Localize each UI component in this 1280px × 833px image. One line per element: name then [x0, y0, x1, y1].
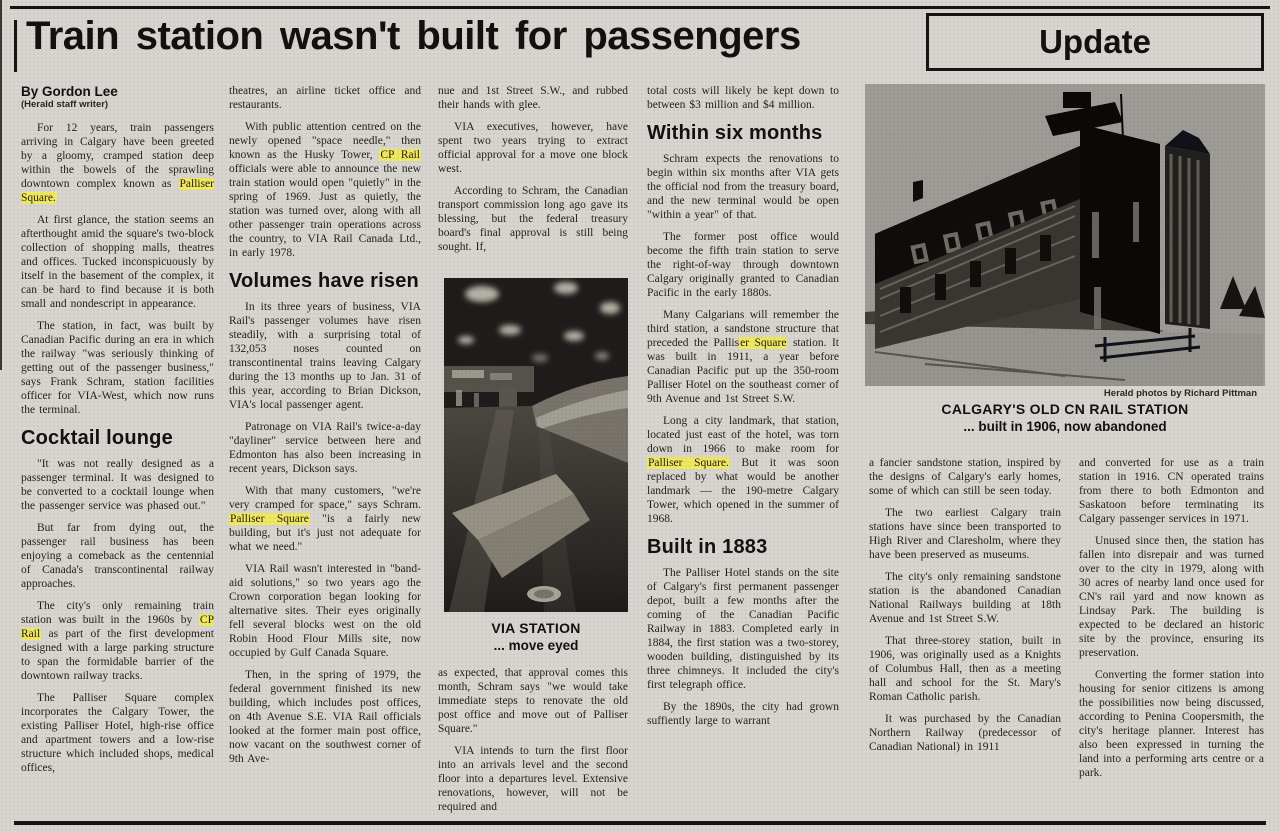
photo-caption-subtitle: ... move eyed	[493, 638, 579, 653]
article-paragraph: With public attention centred on the newly opened "space needle," then known as the Husky Tower, CP Rail officials were able to announce the new train station would open "quietly" in the spring of 1969. Just as quietly, the station was turned over, along with all other passenger train operations across the country, to VIA Rail Canada Ltd., in early 1978.	[229, 121, 421, 259]
article-column-5	[869, 456, 1061, 822]
column-text	[438, 666, 628, 814]
article-paragraph: But far from dying out, the passenger rail business has been enjoying a comeback as the centennial of Canada's transcontinental railway approaches.	[21, 522, 214, 590]
article-paragraph: According to Schram, the Canadian transport commission long ago gave its blessing, but the federal treasury board's final approval is still being sought. If,	[438, 185, 628, 253]
article-column-1	[21, 84, 214, 824]
column-text	[1079, 456, 1264, 780]
article-column-3-bottom	[438, 666, 628, 822]
article-paragraph: Then, in the spring of 1979, the federal government finished its new building, which includes post offices, on 4th Avenue S.E. VIA Rail officials looked at the former main post office, now vacant on the southwest corner of 9th Ave-	[229, 669, 421, 765]
article-paragraph: By the 1890s, the city had grown suffiently large to warrant	[647, 701, 839, 727]
byline: By Gordon Lee	[21, 84, 118, 99]
photo-caption-title: CALGARY'S OLD CN RAIL STATION	[941, 401, 1189, 417]
article-column-6	[1079, 456, 1264, 822]
article-paragraph: total costs will likely be kept down to between $3 million and $4 million.	[647, 85, 839, 111]
article-paragraph: The station, in fact, was built by Canadian Pacific during an era in which the railway "was seriously thinking of getting out of the passenger business," says Frank Schram, station facilities officer for VIA-West, which now runs the terminal.	[21, 320, 214, 416]
article-paragraph: Long a city landmark, that station, located just east of the hotel, was torn down in 1966 to make room for Palliser Square. But it was soon replaced by what would be another landmark — the 190-metre Calgary Tower, which opened in the summer of 1968.	[647, 415, 839, 525]
photo-credit: Herald photos by Richard Pittman	[1103, 388, 1257, 399]
article-paragraph: Unused since then, the station has fallen into disrepair and was turned over to the city in 1979, along with 30 acres of nearby land once used for CN's rail yard and now known as Lindsay Park. The building is expected to be declared an historic site by the province, ensuring its preservation.	[1079, 535, 1264, 659]
article-paragraph: For 12 years, train passengers arriving in Calgary have been greeted by a gloomy, cramped station deep within the bowels of the sprawling downtown complex known as Palliser Square.	[21, 122, 214, 204]
column-text	[21, 121, 214, 775]
column-text	[229, 84, 421, 766]
highlighted-text: CP Rail	[21, 614, 214, 640]
article-paragraph: "It was not really designed as a passenger terminal. It was designed to be converted to a cocktail lounge when the passenger service was phased out."	[21, 458, 214, 512]
highlighted-text: Palliser Square	[230, 513, 309, 525]
article-paragraph: Schram expects the renovations to begin within six months after VIA gets the official nod from the treasury board, and the new terminal would be open "within a year" of that.	[647, 153, 839, 221]
article-paragraph: VIA intends to turn the first floor into an arrivals level and the second floor into a departures level. Extensive renovations, however, will not be required and	[438, 745, 628, 813]
highlighted-text: CP Rail	[380, 149, 420, 161]
highlighted-text: er Square	[740, 337, 787, 349]
article-paragraph: The two earliest Calgary train stations have since been transported to High River and Claresholm, where they have been preserved as museums.	[869, 507, 1061, 561]
article-paragraph: The Palliser Hotel stands on the site of Calgary's first permanent passenger depot, built a few months after the coming of the Canadian Pacific Railway in 1883. Completed early in 1884, the first station was a two-storey, wooden building, distinguished by its three chimneys. It included the city's first telegraph office.	[647, 567, 839, 691]
update-label: Update	[1039, 23, 1151, 60]
article-paragraph: Converting the former station into housing for senior citizens is among the possibilities now being discussed, according to Penina Coopersmith, the city's heritage planner. Interest has also been expressed in turning the land into a performing arts centre or a park.	[1079, 669, 1264, 779]
via-station-photo-block	[444, 278, 628, 654]
article-paragraph: Many Calgarians will remember the third station, a sandstone structure that preceded the Palliser Square station. It was built in 1911, a year before Canadian Pacific put up the 350-room Palliser Hotel on the southeast corner of 9th Avenue and 1st Street S.W.	[647, 309, 839, 405]
article-paragraph: At first glance, the station seems an afterthought amid the square's two-block collection of shopping malls, theatres and offices. Tucked inconspicuously by itself in the basement of the complex, it can be hard to find because it is both small and nondescript in appearance.	[21, 214, 214, 310]
article-paragraph: a fancier sandstone station, inspired by the designs of Calgary's early homes, some of which can still be seen today.	[869, 457, 1061, 497]
cn-station-photo-block	[865, 84, 1265, 435]
top-rule	[10, 6, 1270, 9]
cn-station-photo	[865, 84, 1265, 386]
cn-photo-caption	[865, 401, 1265, 435]
article-paragraph: Patronage on VIA Rail's twice-a-day "dayliner" service between here and Edmonton has also been increasing in recent years, Dickson says.	[229, 421, 421, 475]
section-subhead: Volumes have risen	[229, 270, 419, 292]
article-paragraph: The former post office would become the fifth train station to serve the right-of-way through downtown Calgary originally granted to Canadian Pacific in the early 1880s.	[647, 231, 839, 299]
via-photo-caption	[444, 620, 628, 654]
photo-caption-title: VIA STATION	[491, 620, 581, 636]
article-paragraph: In its three years of business, VIA Rail's passenger volumes have risen steadily, with a surprising total of 132,053 noses counted on transcontinental trains leaving Calgary during the 13 months up to Jan. 31 of this year, according to Brian Dickson, VIA's local passenger agent.	[229, 301, 421, 411]
article-column-3-top	[438, 84, 628, 276]
article-paragraph: The city's only remaining train station was built in the 1960s by CP Rail as part of the first development designed with a large parking structure to span the formidable barrier of the downtown railway tracks.	[21, 600, 214, 682]
section-subhead: Cocktail lounge	[21, 427, 173, 449]
article-paragraph: nue and 1st Street S.W., and rubbed their hands with glee.	[438, 85, 628, 111]
via-station-photo	[444, 278, 628, 612]
highlighted-text: Palliser Square.	[21, 178, 214, 204]
article-paragraph: With that many customers, "we're very cramped for space," says Schram. Palliser Square "is a fairly new building, but it's just not adequate for what we need."	[229, 485, 421, 553]
column-divider-rule	[0, 0, 2, 370]
column-text	[438, 84, 628, 254]
page-title: Train station wasn't built for passengers	[26, 14, 801, 58]
byline-subtitle: (Herald staff writer)	[21, 99, 109, 110]
article-paragraph: theatres, an airline ticket office and restaurants.	[229, 85, 421, 111]
article-column-4	[647, 84, 839, 824]
article-paragraph: That three-storey station, built in 1906, was originally used as a Knights of Columbus Hall, then as a meeting hall and school for the St. Mary's Roman Catholic parish.	[869, 635, 1061, 703]
article-column-2	[229, 84, 421, 824]
section-subhead: Built in 1883	[647, 536, 768, 558]
article-paragraph: It was purchased by the Canadian Northern Railway (predecessor of Canadian National) in 1911	[869, 713, 1061, 753]
article-paragraph: The city's only remaining sandstone station is the abandoned Canadian National Railways building at 18th Avenue and 1st Street S.W.	[869, 571, 1061, 625]
bottom-rule	[14, 821, 1266, 825]
update-badge	[926, 13, 1264, 71]
headline-left-rule	[14, 20, 17, 72]
column-text	[647, 84, 839, 728]
article-paragraph: and converted for use as a train station in 1916. CN operated trains from there to both Edmonton and Saskatoon before terminating its Calgary passenger services in 1971.	[1079, 457, 1264, 525]
section-subhead: Within six months	[647, 122, 823, 144]
article-paragraph: VIA Rail wasn't interested in "band-aid solutions," so two years ago the Crown corporation began looking for alternative sites. Their eyes originally fell several blocks west on the old Robin Hood Flour Mills site, now occupied by Gulf Canada Square.	[229, 563, 421, 659]
article-paragraph: The Palliser Square complex incorporates the Calgary Tower, the existing Palliser Hotel, high-rise office and apartment towers and a low-rise structure which included shops, medical offices,	[21, 692, 214, 774]
photo-caption-subtitle: ... built in 1906, now abandoned	[963, 419, 1167, 434]
highlighted-text: Palliser Square.	[648, 457, 729, 469]
article-paragraph: as expected, that approval comes this month, Schram says "we would take immediate steps to renovate the old post office and move out of Palliser Square."	[438, 667, 628, 735]
article-paragraph: VIA executives, however, have spent two years trying to extract official approval for a move one block west.	[438, 121, 628, 175]
column-text	[869, 456, 1061, 754]
